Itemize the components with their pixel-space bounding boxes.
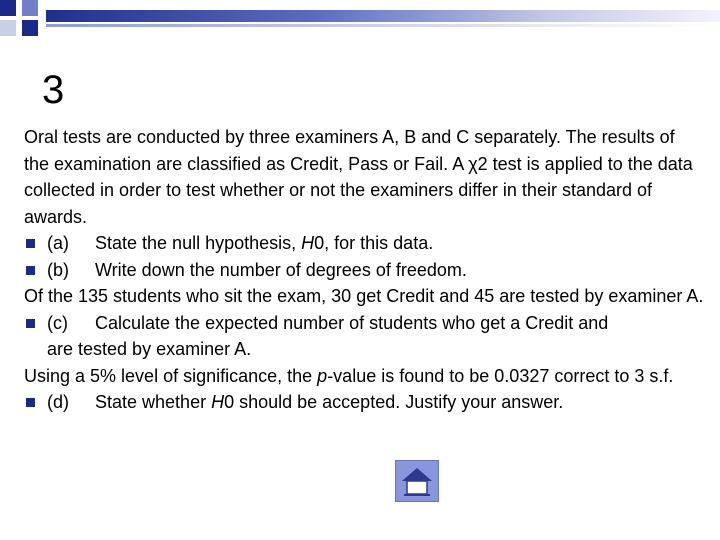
item-label: (d) [47,392,69,412]
question-item-a [24,230,704,257]
deco-square [0,20,16,36]
home-button[interactable] [395,460,439,502]
intro-paragraph: Oral tests are conducted by three examiners A, B and C separately. The results of the examination are classified as Credit, Pass or Fail. A χ2 test is applied to the data collected in order to test whether or not the examiners differ in their standard of awards. [24,127,693,227]
slide-body [24,124,704,416]
item-label: (b) [47,259,69,280]
item-text: State whether H0 should be accepted. Justify your answer. [95,392,564,412]
square-bullet-icon [26,319,35,328]
question-item-b [24,257,704,284]
header-accent-bar [46,10,720,22]
item-label: (a) [47,233,69,253]
middle-paragraph: Of the 135 students who sit the exam, 30 get Credit and 45 are tested by examiner A. [24,286,704,306]
question-item-c [24,310,704,363]
deco-square [22,20,38,36]
item-text-continued: are tested by examiner A. [47,339,252,359]
square-bullet-icon [26,239,35,248]
header-accent-line [46,24,720,27]
item-text: Calculate the expected number of students who get a Credit and [95,312,609,333]
pvalue-paragraph: Using a 5% level of significance, the p-value is found to be 0.0327 correct to 3 s.f. [24,365,674,386]
deco-square [0,0,16,16]
corner-decoration [0,0,60,45]
square-bullet-icon [26,266,35,275]
question-item-d [24,389,704,416]
item-label: (c) [47,312,68,333]
square-bullet-icon [26,398,35,407]
item-text: Write down the number of degrees of freedom. [95,259,467,280]
item-text: State the null hypothesis, H0, for this data. [95,233,434,253]
deco-square [22,0,38,16]
home-icon [400,465,434,497]
slide-title: 3 [42,68,65,112]
